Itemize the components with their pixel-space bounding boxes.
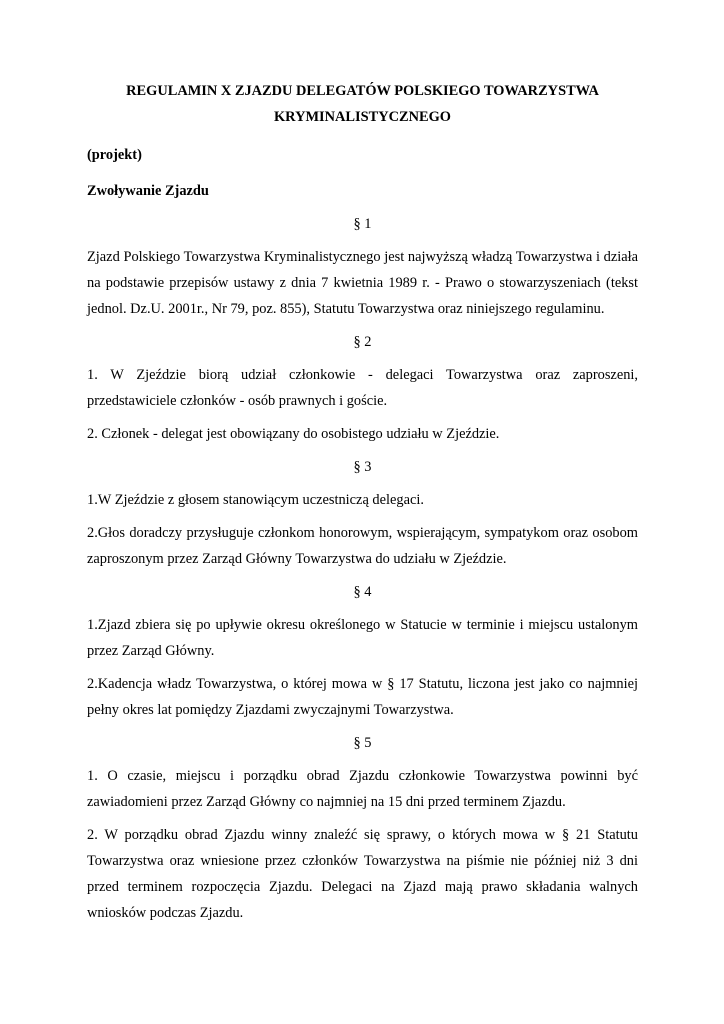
section-mark-2: § 2 bbox=[353, 334, 372, 350]
section-heading: Zwoływanie Zjazdu bbox=[87, 183, 209, 199]
section-mark-4: § 4 bbox=[353, 584, 372, 600]
paragraph-1-1: Zjazd Polskiego Towarzystwa Kryminalistycznego jest najwyższą władzą Towarzystwa i działa na podstawie przepisów ustawy z dnia 7 kwietnia 1989 r. - Prawo o stowarzyszeniach (tekst jednol. Dz.U. 2001r., Nr 79, poz. 855), Statutu Towarzystwa oraz niniejszego regulaminu. bbox=[87, 249, 638, 317]
paragraph-5-1: 1. O czasie, miejscu i porządku obrad Zjazdu członkowie Towarzystwa powinni być zawiadomieni przez Zarząd Główny co najmniej na 15 dni przed terminem Zjazdu. bbox=[87, 768, 638, 810]
section-mark-5: § 5 bbox=[353, 735, 372, 751]
document-subtitle: (projekt) bbox=[87, 147, 142, 163]
document-page bbox=[87, 78, 638, 926]
document-title-line-1: REGULAMIN X ZJAZDU DELEGATÓW POLSKIEGO TOWARZYSTWA bbox=[126, 83, 599, 99]
section-mark-3: § 3 bbox=[353, 459, 372, 475]
paragraph-4-1: 1.Zjazd zbiera się po upływie okresu określonego w Statucie w terminie i miejscu ustalonym przez Zarząd Główny. bbox=[87, 617, 638, 659]
paragraph-2-2: 2. Członek - delegat jest obowiązany do osobistego udziału w Zjeździe. bbox=[87, 426, 500, 442]
paragraph-4-2: 2.Kadencja władz Towarzystwa, o której mowa w § 17 Statutu, liczona jest jako co najmniej pełny okres lat pomiędzy Zjazdami zwyczajnymi Towarzystwa. bbox=[87, 676, 638, 718]
document-title bbox=[87, 78, 638, 130]
section-mark-1: § 1 bbox=[353, 216, 372, 232]
paragraph-2-1: 1. W Zjeździe biorą udział członkowie - delegaci Towarzystwa oraz zaproszeni, przedstawiciele członków - osób prawnych i goście. bbox=[87, 367, 638, 409]
paragraph-5-2: 2. W porządku obrad Zjazdu winny znaleźć się sprawy, o których mowa w § 21 Statutu Towarzystwa oraz wniesione przez członków Towarzystwa na piśmie nie później niż 3 dni przed terminem rozpoczęcia Zjazdu. Delegaci na Zjazd mają prawo składania walnych wniosków podczas Zjazdu. bbox=[87, 827, 638, 921]
paragraph-3-1: 1.W Zjeździe z głosem stanowiącym uczestniczą delegaci. bbox=[87, 492, 424, 508]
document-title-line-2: KRYMINALISTYCZNEGO bbox=[273, 109, 451, 125]
paragraph-3-2: 2.Głos doradczy przysługuje członkom honorowym, wspierającym, sympatykom oraz osobom zaproszonym przez Zarząd Główny Towarzystwa do udziału w Zjeździe. bbox=[87, 525, 638, 567]
